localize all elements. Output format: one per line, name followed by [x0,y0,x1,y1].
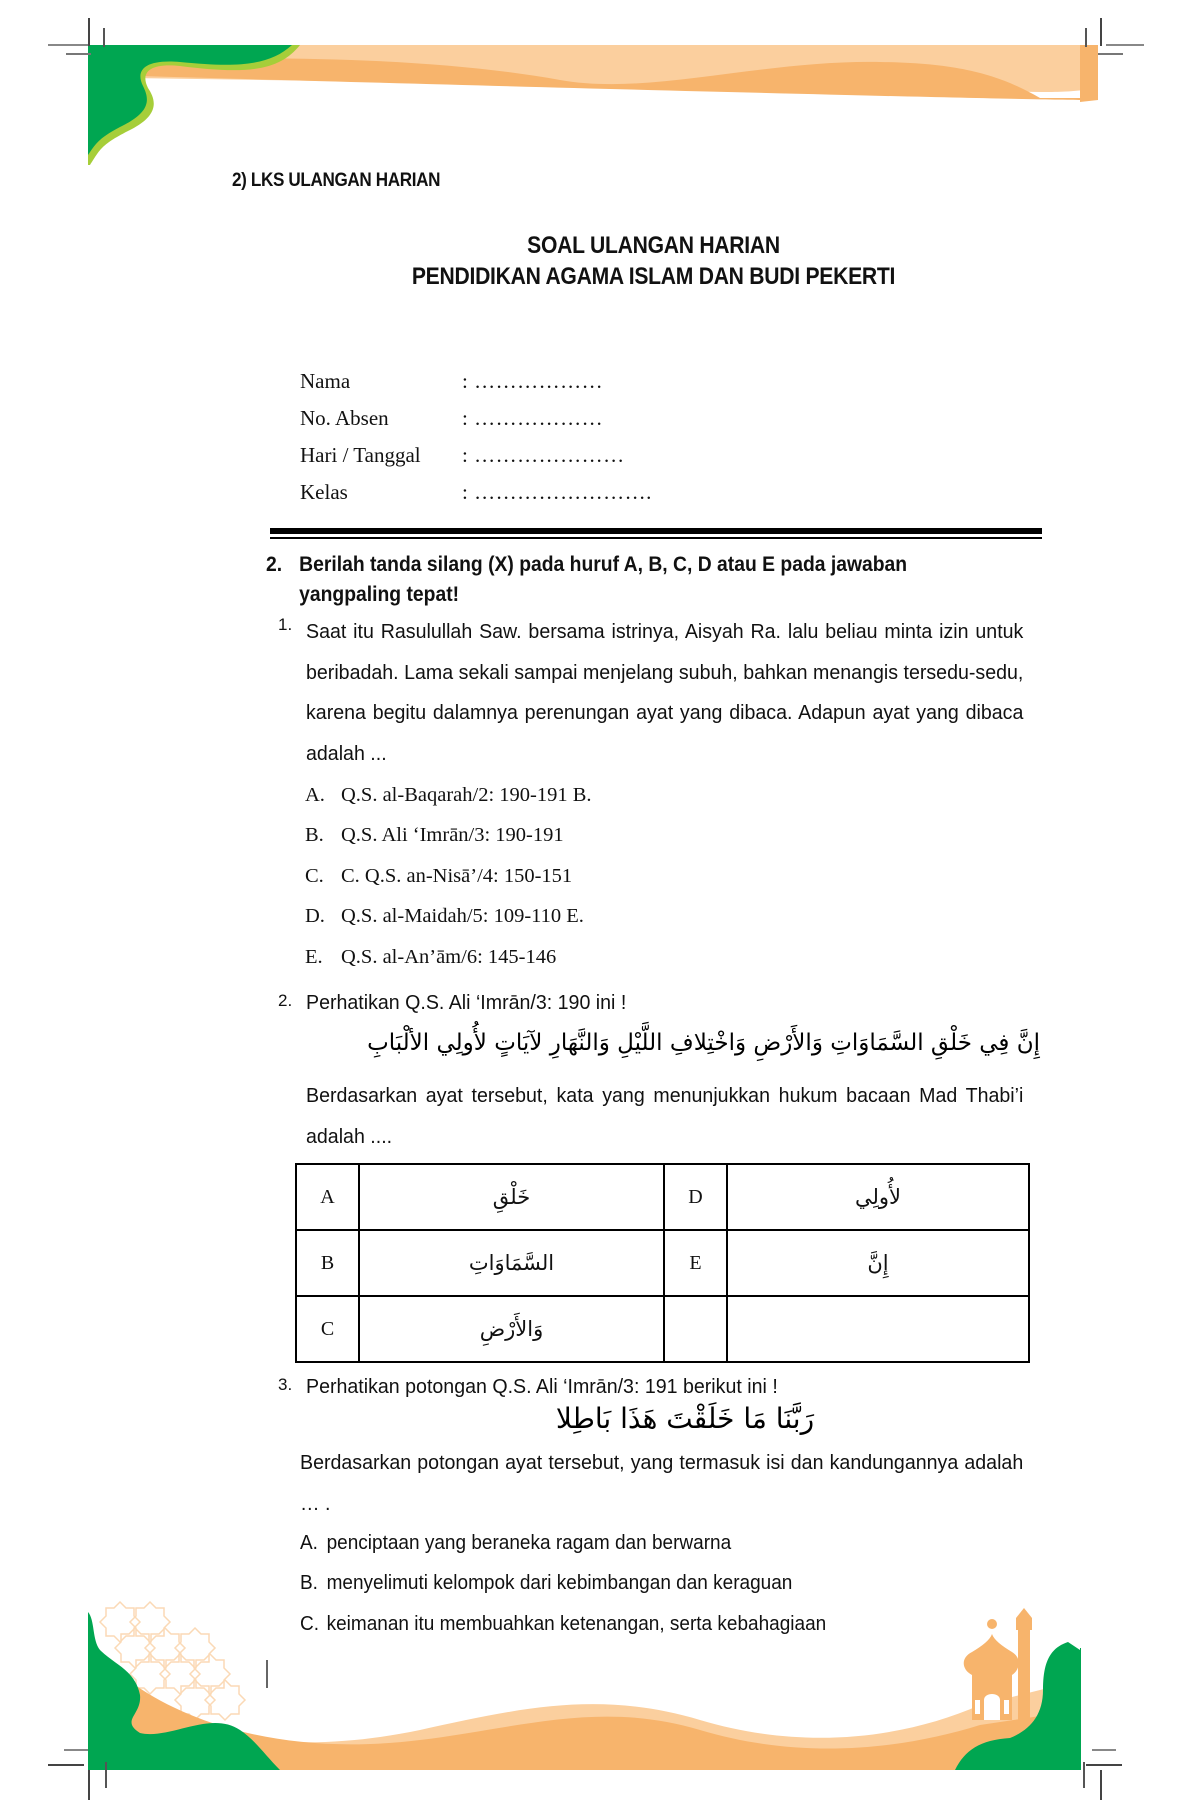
page-subtitle: PENDIDIKAN AGAMA ISLAM DAN BUDI PEKERTI [411,263,896,290]
question-3 [278,1372,1038,1402]
crop-mark [88,18,90,46]
choice-arabic: وَالأَرْضِ [359,1296,664,1362]
question-3-followup [300,1443,1038,1524]
empty-cell [727,1296,1029,1362]
choice-arabic: لأُولِي [727,1164,1029,1230]
option-a[interactable] [305,775,592,816]
question-number: 3. [278,1375,293,1394]
question-text: Saat itu Rasulullah Saw. bersama istrinya, Aisyah Ra. lalu beliau minta izin untuk beribadah. Lama sekali sampai menjelang subuh, bahkan menangis tersedu-sedu, karena begitu dalamnya perenungan ayat yang dibaca. Adapun ayat yang dibaca adalah ... [306,621,1024,765]
option-text: Q.S. al-An’ām/6: 145-146 [341,945,557,968]
option-text: Q.S. al-Maidah/5: 109-110 E. [341,905,584,928]
field-label: No. Absen [300,406,389,430]
question-1-options [305,775,592,978]
choice-key[interactable]: C [296,1296,359,1362]
answer-table [295,1163,1030,1363]
crop-mark [66,53,91,55]
choice-arabic: خَلْقِ [359,1164,664,1230]
crop-mark [48,1764,84,1766]
crop-mark [1100,1770,1102,1800]
choice-key[interactable]: A [296,1164,359,1230]
document-label: 2) LKS ULANGAN HARIAN [232,170,441,191]
option-a[interactable] [300,1523,826,1564]
crop-mark [48,44,88,46]
crop-mark [1106,44,1144,46]
instruction-text: Berilah tanda silang (X) pada huruf A, B, C, D atau E pada jawaban yangpaling tepat! [299,553,908,606]
table-row [296,1230,1029,1296]
footer-banner-decoration [0,1590,1177,1800]
question-followup-text: Berdasarkan ayat tersebut, kata yang menunjukkan hukum bacaan Mad Thabi’i adalah .... [306,1085,1024,1148]
choice-key[interactable]: E [664,1230,727,1296]
crop-mark [103,28,105,47]
quran-verse-arabic: إِنَّ فِي خَلْقِ السَّمَاوَاتِ وَالأَرْضِ وَاخْتِلافِ اللَّيْلِ وَالنَّهَارِ لآيَاتٍ لأُولِي الألْبَابِ [367,1030,1040,1056]
choice-arabic: إِنَّ [727,1230,1029,1296]
crop-mark [1083,1762,1085,1788]
option-letter: B. [300,1572,318,1595]
option-text: menyelimuti kelompok dari kebimbangan dan keraguan [326,1572,793,1595]
question-text: Perhatikan potongan Q.S. Ali ‘Imrān/3: 191 berikut ini ! [306,1376,778,1398]
question-2-followup [306,1076,1038,1157]
page-title: SOAL ULANGAN HARIAN [527,232,780,259]
question-1 [278,612,1038,774]
option-b[interactable] [305,816,592,857]
field-label: Kelas [300,480,348,504]
field-nama[interactable] [300,363,652,400]
student-identity-form [300,363,652,511]
choice-key[interactable]: B [296,1230,359,1296]
empty-cell [664,1296,727,1362]
field-no-absen[interactable] [300,400,652,437]
option-letter: A. [300,1531,318,1554]
option-text: keimanan itu membuahkan ketenangan, serta kebahagiaan [326,1612,827,1635]
field-blank[interactable]: : ……………… [462,369,604,393]
field-blank[interactable]: : ……………………. [462,480,652,504]
quran-verse-arabic: رَبَّنَا مَا خَلَقْتَ هَذَا بَاطِلا [555,1402,815,1435]
field-kelas[interactable] [300,474,652,511]
table-row [296,1164,1029,1230]
title-block [0,230,1177,292]
option-text: Q.S. Ali ‘Imrān/3: 190-191 [341,824,564,847]
crop-mark [1092,1749,1116,1751]
option-letter: B. [305,824,324,847]
question-2 [278,988,1038,1018]
choice-key[interactable]: D [664,1164,727,1230]
option-d[interactable] [305,897,592,938]
question-followup-text: Berdasarkan potongan ayat tersebut, yang termasuk isi dan kandungannya adalah … . [300,1452,1024,1515]
field-blank[interactable]: : ……………… [462,406,604,430]
field-hari-tanggal[interactable] [300,437,652,474]
section-instruction [266,550,984,610]
option-e[interactable] [305,937,592,978]
option-text: penciptaan yang beraneka ragam dan berwarna [326,1531,732,1554]
section-number: 2. [266,553,283,576]
option-c[interactable] [305,856,592,897]
option-letter: D. [305,905,325,928]
table-row [296,1296,1029,1362]
crop-mark [1086,1764,1122,1766]
divider-thin [270,537,1042,539]
option-letter: C. [300,1612,319,1635]
crop-mark [1100,18,1102,46]
crop-mark [266,1660,268,1688]
option-text: Q.S. al-Baqarah/2: 190-191 B. [341,783,592,806]
option-text: C. Q.S. an-Nisā’/4: 150-151 [341,864,573,887]
divider-thick [270,528,1042,534]
crop-mark [88,1770,90,1800]
field-blank[interactable]: : ………………… [462,443,625,467]
question-number: 2. [278,991,293,1010]
crop-mark [64,1749,88,1751]
crop-mark [1085,28,1087,47]
option-letter: C. [305,864,324,887]
option-letter: E. [305,945,323,968]
field-label: Hari / Tanggal [300,443,421,467]
crop-mark [1098,53,1123,55]
header-banner-decoration [0,0,1177,200]
question-text: Perhatikan Q.S. Ali ‘Imrān/3: 190 ini ! [306,992,627,1014]
choice-arabic: السَّمَاوَاتِ [359,1230,664,1296]
crop-mark [105,1762,107,1788]
option-letter: A. [305,783,325,806]
question-number: 1. [278,615,293,634]
field-label: Nama [300,369,351,393]
